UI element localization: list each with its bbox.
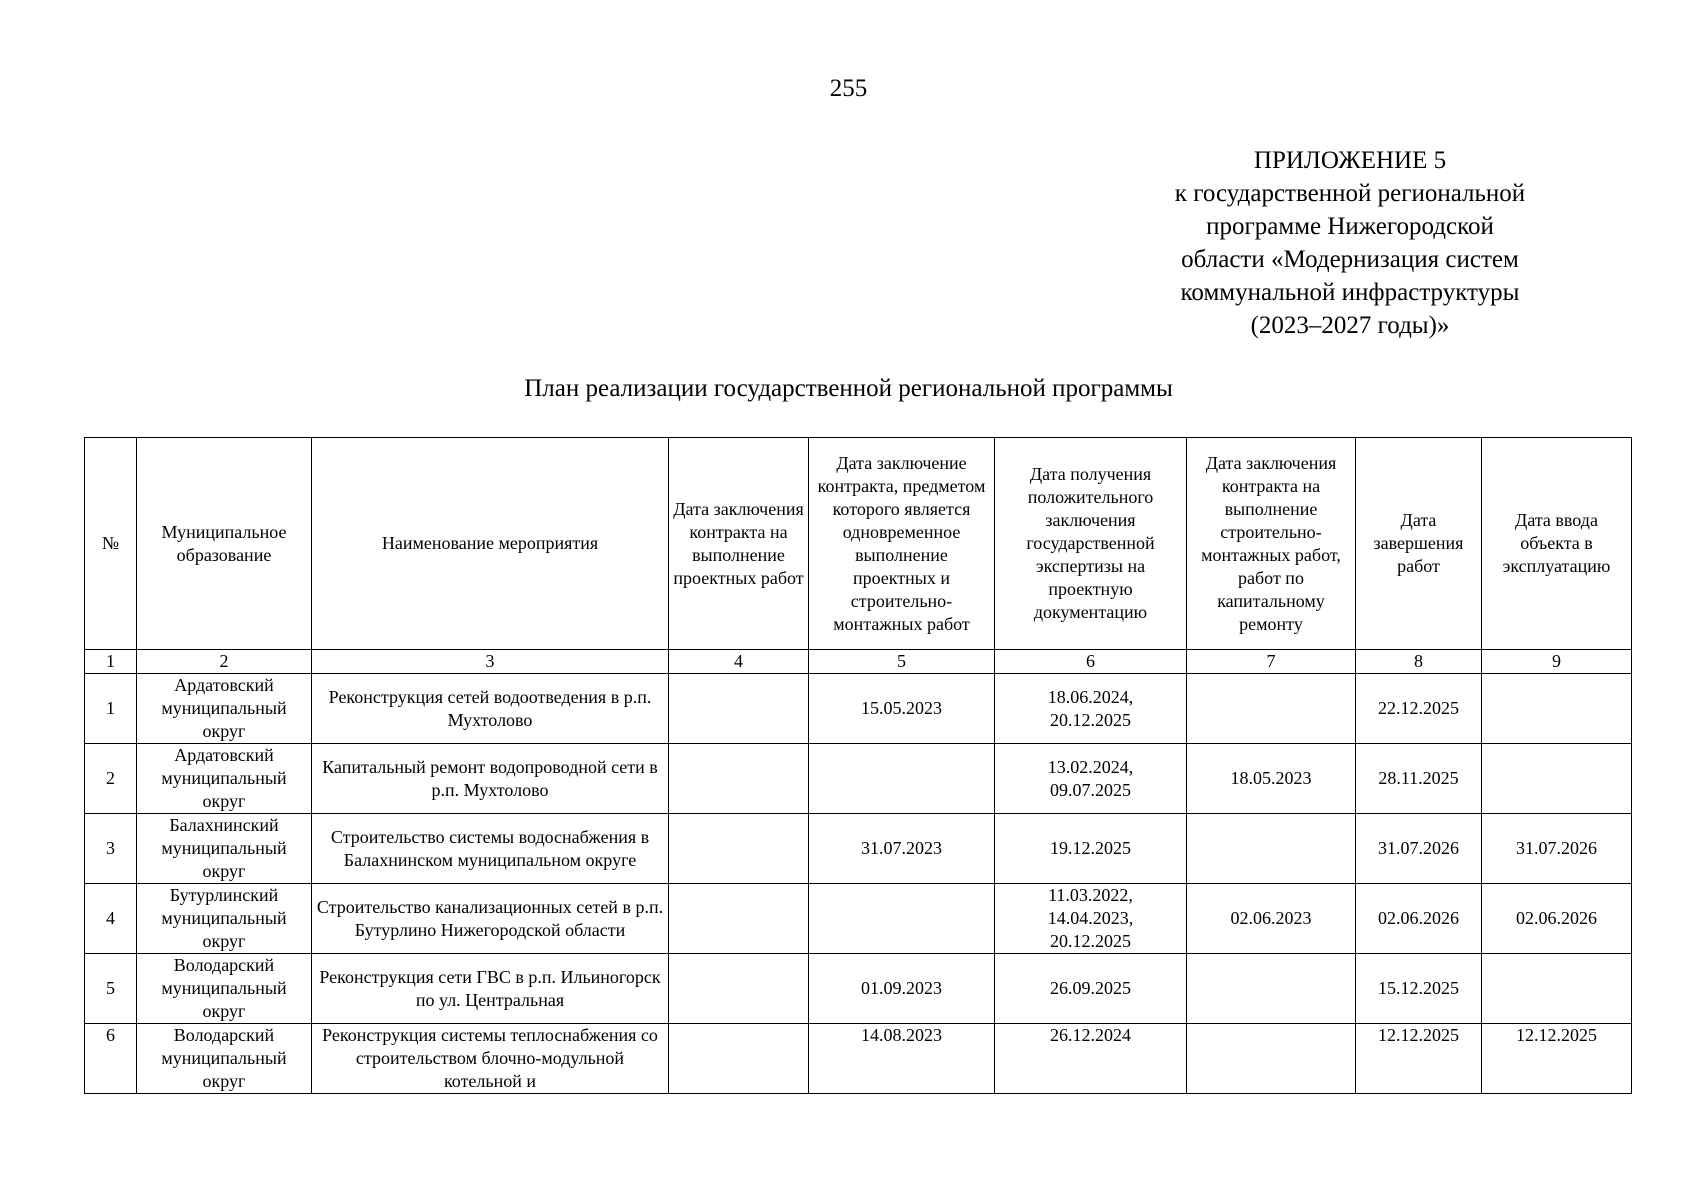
design-contract-date-cell [669,954,809,1024]
construction-contract-date-cell [1187,954,1356,1024]
expertise-date-cell: 11.03.2022, 14.04.2023, 20.12.2025 [995,884,1187,954]
design-contract-date-cell [669,744,809,814]
page-number: 255 [829,75,868,102]
completion-date-cell: 02.06.2026 [1356,884,1482,954]
construction-contract-date-cell: 18.05.2023 [1187,744,1356,814]
plan-title: План реализации государственной региональной программы [524,375,1173,402]
combined-contract-date-cell [809,884,995,954]
action-cell: Реконструкция сетей водоотведения в р.п. Мухтолово [312,674,669,744]
municipality-cell: Ардатовский муниципальный округ [137,674,312,744]
construction-contract-date-cell [1187,1024,1356,1094]
combined-contract-date-cell: 15.05.2023 [809,674,995,744]
action-cell: Реконструкция системы теплоснабжения со строительством блочно-модульной котельной и [312,1024,669,1094]
completion-date-cell: 12.12.2025 [1356,1024,1482,1094]
appendix-line: области «Модернизация систем [1181,246,1519,273]
row-number-cell: 3 [85,814,137,884]
column-header-combined-contract: Дата заключение контракта, предметом которого является одновременное выполнение проектных и строительно-монтажных работ [809,438,995,650]
table-row [85,674,1632,744]
action-cell: Реконструкция сети ГВС в р.п. Ильиногорск по ул. Центральная [312,954,669,1024]
combined-contract-date-cell: 31.07.2023 [809,814,995,884]
expertise-date-cell: 19.12.2025 [995,814,1187,884]
column-header-action: Наименование мероприятия [312,438,669,650]
design-contract-date-cell [669,1024,809,1094]
column-header-design-contract: Дата заключения контракта на выполнение проектных работ [669,438,809,650]
column-number-row [85,650,1632,674]
column-header-construction-contract: Дата заключения контракта на выполнение строительно-монтажных работ, работ по капитальному ремонту [1187,438,1356,650]
row-number-cell: 2 [85,744,137,814]
municipality-cell: Володарский муниципальный округ [137,1024,312,1094]
row-number-cell: 4 [85,884,137,954]
combined-contract-date-cell: 01.09.2023 [809,954,995,1024]
column-header-completion: Дата завершения работ [1356,438,1482,650]
municipality-cell: Ардатовский муниципальный округ [137,744,312,814]
row-number-cell: 1 [85,674,137,744]
combined-contract-date-cell: 14.08.2023 [809,1024,995,1094]
completion-date-cell: 28.11.2025 [1356,744,1482,814]
table-row [85,884,1632,954]
action-cell: Строительство канализационных сетей в р.п. Бутурлино Нижегородской области [312,884,669,954]
municipality-cell: Бутурлинский муниципальный округ [137,884,312,954]
design-contract-date-cell [669,674,809,744]
column-number: 7 [1187,650,1356,674]
design-contract-date-cell [669,884,809,954]
appendix-heading [1130,144,1570,342]
appendix-line: программе Нижегородской [1206,213,1494,240]
table-row [85,1024,1632,1094]
completion-date-cell: 22.12.2025 [1356,674,1482,744]
combined-contract-date-cell [809,744,995,814]
expertise-date-cell: 13.02.2024, 09.07.2025 [995,744,1187,814]
table-row [85,814,1632,884]
table-body [85,438,1632,1094]
commissioning-date-cell [1482,954,1632,1024]
action-cell: Капитальный ремонт водопроводной сети в р.п. Мухтолово [312,744,669,814]
commissioning-date-cell [1482,674,1632,744]
column-number: 4 [669,650,809,674]
design-contract-date-cell [669,814,809,884]
column-header-municipality: Муниципальное образование [137,438,312,650]
construction-contract-date-cell: 02.06.2023 [1187,884,1356,954]
expertise-date-cell: 26.12.2024 [995,1024,1187,1094]
column-number: 3 [312,650,669,674]
commissioning-date-cell [1482,744,1632,814]
column-number: 9 [1482,650,1632,674]
column-number: 5 [809,650,995,674]
expertise-date-cell: 18.06.2024, 20.12.2025 [995,674,1187,744]
row-number-cell: 5 [85,954,137,1024]
municipality-cell: Балахнинский муниципальный округ [137,814,312,884]
appendix-line: к государственной региональной [1174,180,1526,207]
column-number: 8 [1356,650,1482,674]
column-number: 6 [995,650,1187,674]
plan-table [84,437,1632,1094]
column-header-expertise: Дата получения положительного заключения государственной экспертизы на проектную документацию [995,438,1187,650]
table-row [85,744,1632,814]
appendix-line: (2023–2027 годы)» [1250,312,1450,339]
column-number: 1 [85,650,137,674]
table-row [85,954,1632,1024]
commissioning-date-cell: 12.12.2025 [1482,1024,1632,1094]
appendix-line: ПРИЛОЖЕНИЕ 5 [1253,147,1447,174]
column-number: 2 [137,650,312,674]
completion-date-cell: 31.07.2026 [1356,814,1482,884]
completion-date-cell: 15.12.2025 [1356,954,1482,1024]
appendix-line: коммунальной инфраструктуры [1180,279,1520,306]
column-header-number: № [85,438,137,650]
municipality-cell: Володарский муниципальный округ [137,954,312,1024]
expertise-date-cell: 26.09.2025 [995,954,1187,1024]
commissioning-date-cell: 31.07.2026 [1482,814,1632,884]
commissioning-date-cell: 02.06.2026 [1482,884,1632,954]
header-row [85,438,1632,650]
row-number-cell: 6 [85,1024,137,1094]
construction-contract-date-cell [1187,814,1356,884]
action-cell: Строительство системы водоснабжения в Балахнинском муниципальном округе [312,814,669,884]
column-header-commissioning: Дата ввода объекта в эксплуатацию [1482,438,1632,650]
construction-contract-date-cell [1187,674,1356,744]
